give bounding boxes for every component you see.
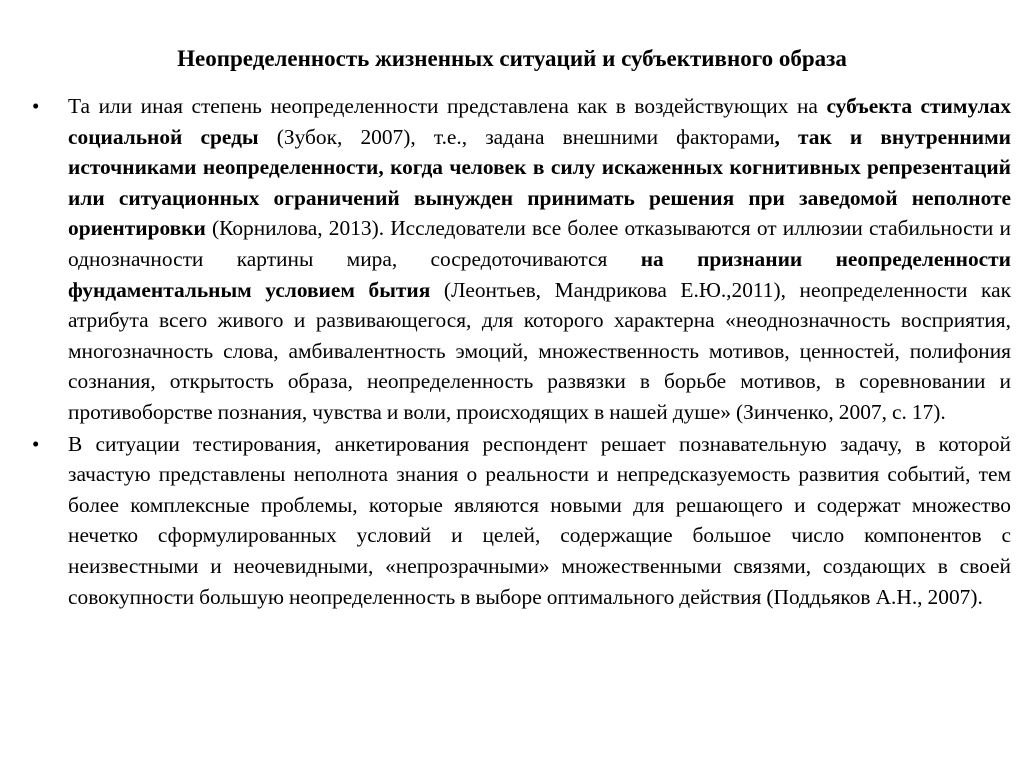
list-item xyxy=(0,91,1024,428)
bullet-icon: • xyxy=(32,94,40,118)
text-run: Та или иная степень неопределенности представлена как в воздействующих на xyxy=(68,94,827,118)
bold-text-run: субъекта стимулах социальной среды xyxy=(68,94,1012,149)
page-title: Неопределенность жизненных ситуаций и субъективного образа xyxy=(177,46,847,71)
bold-text-run: на признании неопределенности фундаментальным условием бытия xyxy=(68,246,1012,302)
bullet-icon: • xyxy=(32,431,40,456)
paragraph-text xyxy=(68,429,1011,613)
text-run: В ситуации тестирования, анкетирования респондент решает познавательную задачу, в которой зачастую представлены неполнота знания о реальности и непредсказуемость развития событий, тем более комплексные проблемы, которые являются новыми для решающего и содержат множество нечетко сформулированных условий и целей, содержащие большое число компонентов с неизвестными и неочевидными, «непрозрачными» множественными связями, создающих в своей совокупности большую неопределенность в выборе оптимального действия (Поддьяков А.Н., 2007). xyxy=(68,431,1011,609)
text-run: (Корнилова, 2013). Исследователи все более отказываются от иллюзии стабильности и однозначности картины мира, сосредоточиваются xyxy=(68,216,1011,271)
list-item xyxy=(0,429,1024,613)
bullet-list xyxy=(0,91,1024,613)
paragraph-text xyxy=(68,91,1011,428)
text-run: (Леонтьев, Мандрикова Е.Ю.,2011), неопределенности как атрибута всего живого и развивающегося, для которого характерна «неоднозначность восприятия, многозначность слова, амбивалентность эмоций, множественность мотивов, ценностей, полифония сознания, открытость образа, неопределенность развязки в борьбе мотивов, в соревновании и противоборстве познания, чувства и воли, происходящих в нашей душе» (Зинченко, 2007, с. 17). xyxy=(68,277,1011,424)
text-run: (Зубок, 2007), т.е., задана внешними факторами xyxy=(258,124,775,149)
bold-text-run: , так и внутренними источниками неопределенности, когда человек в силу искаженных когнитивных репрезентаций или ситуационных ограничений вынужден принимать решения при заведомой неполноте ориентировки xyxy=(68,124,1011,241)
